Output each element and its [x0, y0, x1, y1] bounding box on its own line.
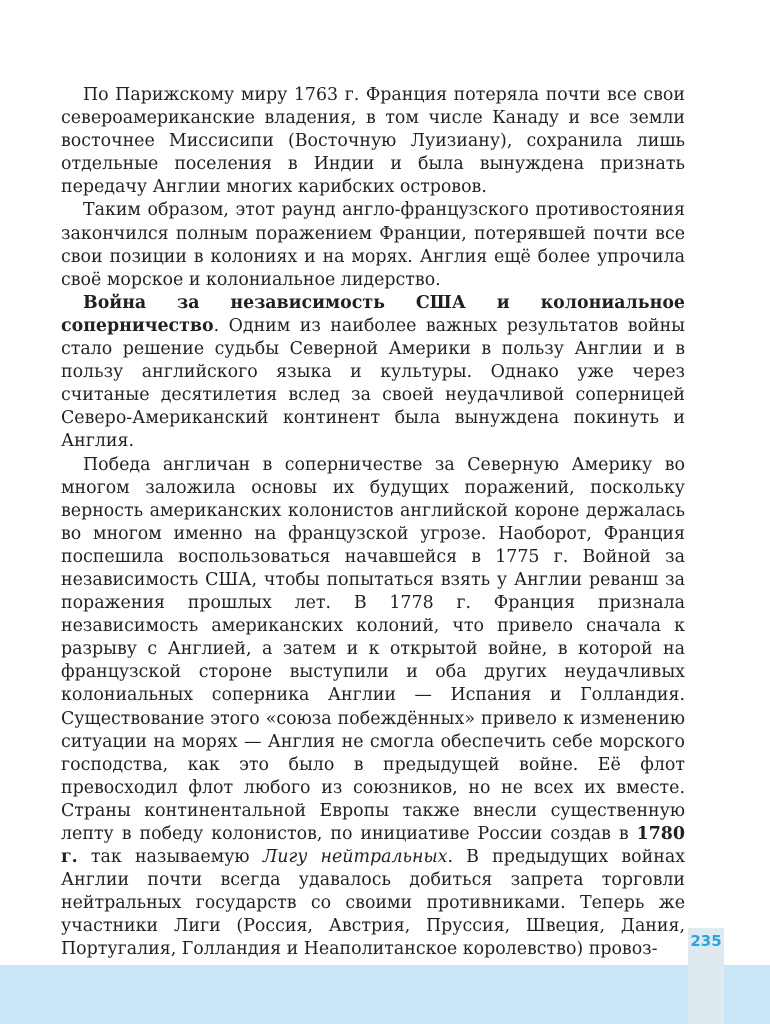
paragraph-english-victory-text-1: Победа англичан в соперничестве за Северную Америку во многом заложила основы их будущих поражений, поскольку верность американских колонистов английской короне держалась во многом именно на французской угрозе. Наоборот, Франция поспешила воспользоваться начавшейся в 1775 г. Войной за независимость США, чтобы попытаться взять у Англии реванш за поражения прошлых лет. В 1778 г. Франция признала независимость американских колоний, что привело сначала к разрыву с Англией, а затем и к открытой войне, в которой на французской стороне выступили и оба других неудачливых колониальных соперника Англии — Испания и Голландия. Существование этого «союза побеждённых» привело к изменению ситуации на морях — Англия не смогла обеспечить себе морского господства, как это было в предыдущей войне. Её флот превосходил флот любого из союзников, но не всех их вместе. Страны континентальной Европы также внесли существенную лепту в победу колонистов, по инициативе России создав в — [61, 454, 685, 844]
section-heading-independence-war: Война за независимость США и колониальное соперничество — [61, 292, 685, 336]
page-number: 235 — [690, 932, 722, 950]
paragraph-english-victory-text-2: так называемую — [77, 847, 263, 868]
paragraph-independence-war — [61, 292, 685, 454]
paragraph-franco-english-result — [61, 199, 685, 291]
paragraph-english-victory — [61, 454, 685, 962]
paragraph-independence-war-text: Одним из наиболее важных результатов войны стало решение судьбы Северной Америки в пользу Англии и в пользу английского языка и культуры. Однако уже через считаные десятилетия вслед за своей неудачливой соперницей Северо-Американский континент была вынуждена покинуть и Англия. — [61, 315, 685, 452]
paragraph-english-victory-text-3: . В предыдущих войнах Англии почти всегда удавалось добиться запрета торговли нейтральных государств со своими противниками. Теперь же участники Лиги (Россия, Австрия, Пруссия, Швеция, Дания, Португалия, Голландия и Неаполитанское королевство) провоз- — [61, 847, 685, 960]
text-column — [61, 84, 685, 962]
bottom-color-band — [0, 965, 770, 1024]
paragraph-paris-peace-text: По Парижскому миру 1763 г. Франция потеряла почти все свои североамериканские владения, в том числе Канаду и все земли восточнее Миссисипи (Восточную Луизиану), сохранила лишь отдельные поселения в Индии и была вынуждена признать передачу Англии многих карибских островов. — [61, 85, 685, 198]
bold-year-1780: 1780 г. — [61, 824, 685, 868]
paragraph-franco-english-result-text: Таким образом, этот раунд англо-французского противостояния закончился полным поражением Франции, потерявшей почти все свои позиции в колониях и на морях. Англия ещё более упрочила своё морское и колониальное лидерство. — [61, 200, 685, 290]
paragraph-paris-peace — [61, 84, 685, 199]
section-heading-period: . — [213, 315, 220, 336]
italic-league-of-neutrals: Лигу нейтральных — [262, 847, 448, 868]
